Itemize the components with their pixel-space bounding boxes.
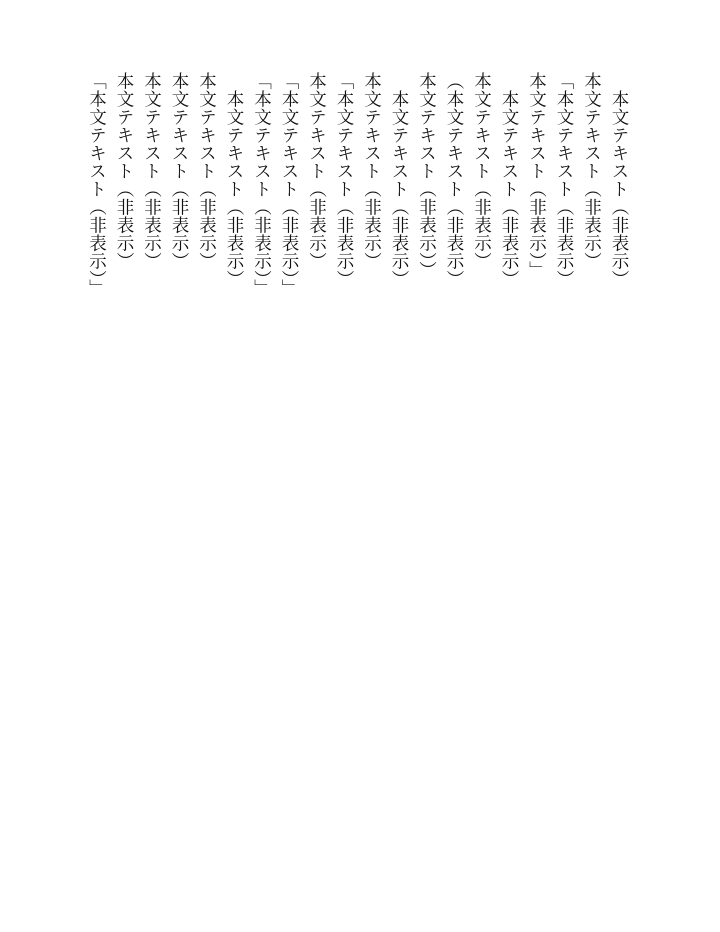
text-line: 本文テキスト（非表示）	[609, 72, 629, 288]
text-line: 本文テキスト（非表示）	[471, 72, 492, 270]
text-line: 本文テキスト（非表示）	[169, 72, 189, 270]
vertical-text-page	[86, 72, 632, 792]
text-line: 「本文テキスト（非表示）」	[279, 72, 299, 298]
text-line: 本文テキスト（非表示））	[416, 72, 437, 280]
text-line: 本文テキスト（非表示）	[499, 72, 519, 288]
text-line: 本文テキスト（非表示）	[306, 72, 327, 270]
text-line: 本文テキスト（非表示）	[581, 72, 602, 270]
text-line: 「本文テキスト（非表示）	[334, 72, 354, 288]
text-line: 「本文テキスト（非表示）」	[86, 72, 107, 298]
text-line: 「本文テキスト（非表示）	[554, 72, 574, 288]
text-line: 本文テキスト（非表示）」	[526, 72, 547, 280]
text-line: （本文テキスト（非表示）	[444, 72, 464, 288]
text-line: 本文テキスト（非表示）	[114, 72, 134, 270]
text-line: 本文テキスト（非表示）	[224, 72, 244, 288]
text-line: 本文テキスト（非表示）	[361, 72, 382, 270]
text-line: 「本文テキスト（非表示）」	[251, 72, 272, 298]
text-line: 本文テキスト（非表示）	[389, 72, 409, 288]
text-line: 本文テキスト（非表示）	[141, 72, 162, 270]
text-line: 本文テキスト（非表示）	[196, 72, 217, 270]
